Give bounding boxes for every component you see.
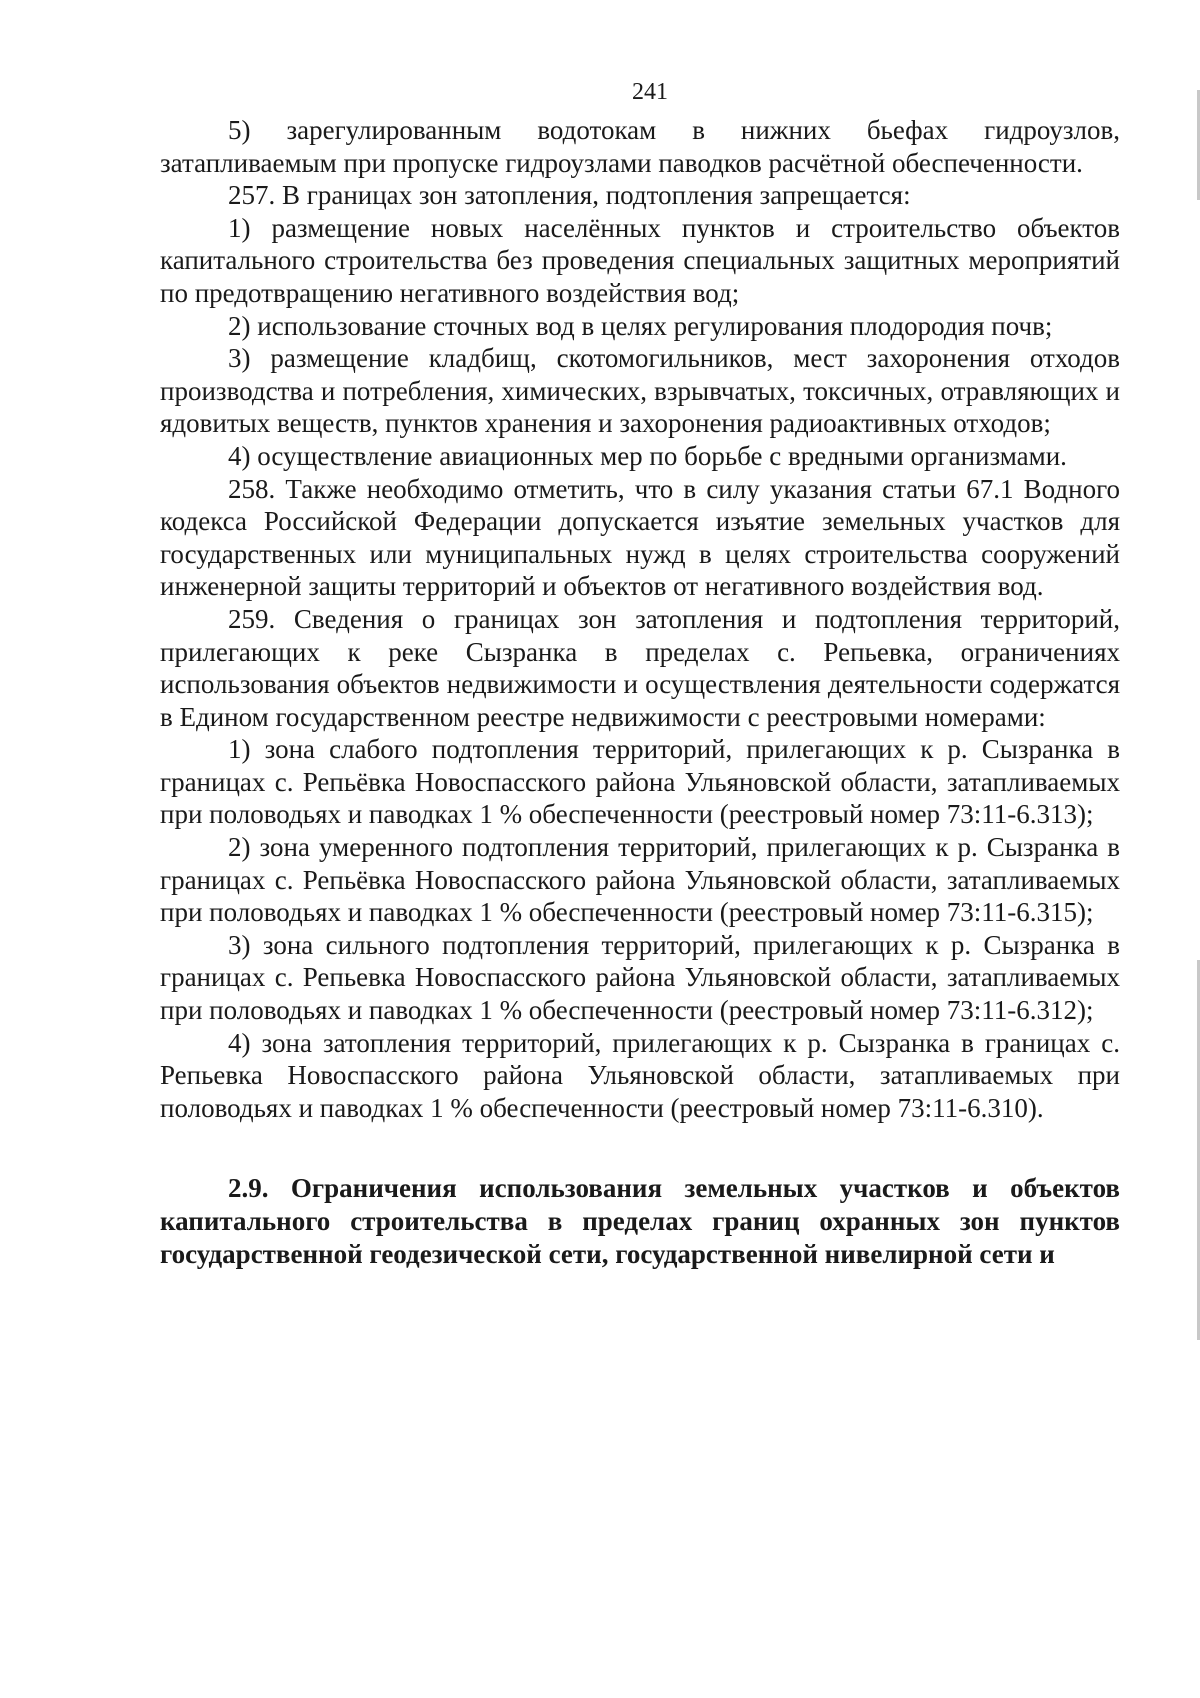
paragraph-259-item-3: 3) зона сильного подтопления территорий, прилегающих к р. Сызранка в границах с. Репьевка Новоспасского района Ульяновской области, затапливаемых при половодьях и паводках 1 % обеспеченности (реестровый номер 73:11-6.312); (160, 929, 1120, 1026)
paragraph-259-intro: 259. Сведения о границах зон затопления и подтопления территорий, прилегающих к реке Сызранка в пределах с. Репьевка, ограничениях использования объектов недвижимости и осуществления деятельности содержатся в Едином государственном реестре недвижимости с реестровыми номерами: (160, 603, 1120, 732)
paragraph-258: 258. Также необходимо отметить, что в силу указания статьи 67.1 Водного кодекса Российской Федерации допускается изъятие земельных участков для государственных или муниципальных нужд в целях строительства сооружений инженерной защиты территорий и объектов от негативного воздействия вод. (160, 473, 1120, 602)
paragraph-257-item-4: 4) осуществление авиационных мер по борьбе с вредными организмами. (228, 440, 1067, 471)
paragraph-257-item-3: 3) размещение кладбищ, скотомогильников, мест захоронения отходов производства и потребления, химических, взрывчатых, токсичных, отравляющих и ядовитых веществ, пунктов хранения и захоронения радиоактивных отходов; (160, 343, 1120, 439)
document-page (160, 70, 1120, 1271)
paragraph-item-5-regulated-watercourses: 5) зарегулированным водотокам в нижних бьефах гидроузлов, затапливаемым при пропуске гидроузлами паводков расчётной обеспеченности. (160, 115, 1120, 178)
paragraph-257-item-1: 1) размещение новых населённых пунктов и строительство объектов капитального строительства без проведения специальных защитных мероприятий по предотвращению негативного воздействия вод; (160, 212, 1120, 308)
paragraph-259-item-2: 2) зона умеренного подтопления территорий, прилегающих к р. Сызранка в границах с. Репьёвка Новоспасского района Ульяновской области, затапливаемых при половодьях и паводках 1 % обеспеченности (реестровый номер 73:11-6.315); (160, 832, 1120, 928)
section-heading-2-9: 2.9. Ограничения использования земельных участков и объектов капитального строительства в пределах границ охранных зон пунктов государственной геодезической сети, государственной нивелирной сети и (160, 1173, 1120, 1270)
paragraph-259-item-4: 4) зона затопления территорий, прилегающих к р. Сызранка в границах с. Репьевка Новоспасского района Ульяновской области, затапливаемых при половодьях и паводках 1 % обеспеченности (реестровый номер 73:11-6.310). (160, 1027, 1120, 1123)
paragraph-257-intro: 257. В границах зон затопления, подтопления запрещается: (228, 180, 911, 211)
paragraph-257-item-2: 2) использование сточных вод в целях регулирования плодородия почв; (228, 310, 1053, 341)
paragraph-259-item-1: 1) зона слабого подтопления территорий, прилегающих к р. Сызранка в границах с. Репьёвка Новоспасского района Ульяновской области, затапливаемых при половодьях и паводках 1 % обеспеченности (реестровый номер 73:11-6.313); (160, 734, 1120, 830)
page-number: 241 (632, 79, 668, 105)
